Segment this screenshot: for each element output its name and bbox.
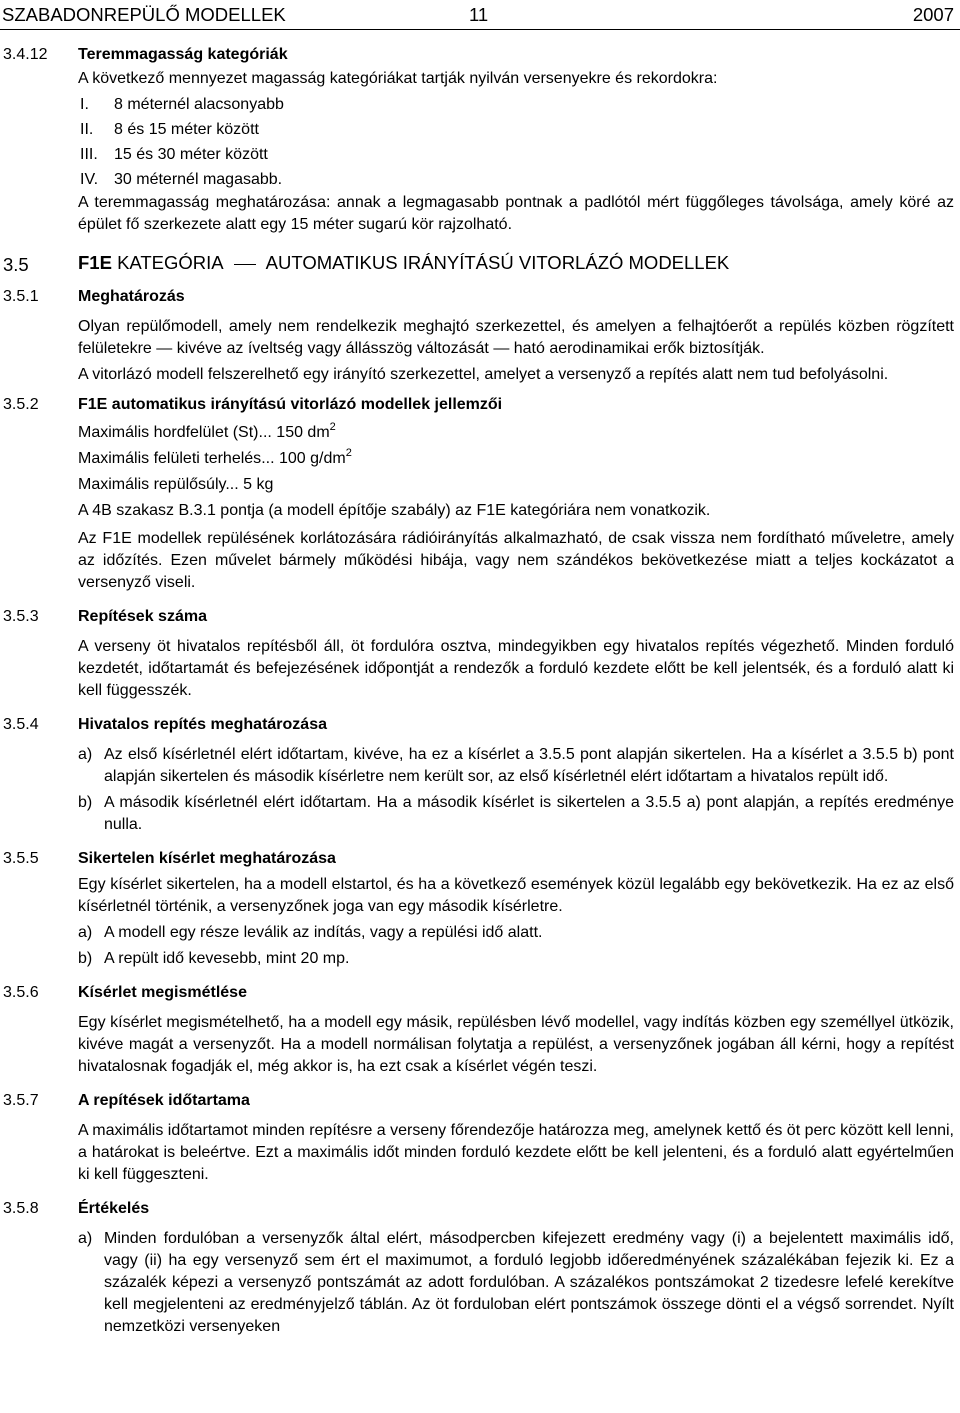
paragraph: A 4B szakasz B.3.1 pontja (a modell építője szabály) az F1E kategóriára nem vonatkozik.: [78, 502, 711, 519]
level-text: 8 és 15 méter között: [114, 121, 259, 138]
section-3-4-12: [0, 44, 960, 236]
item-text: Az első kísérletnél elért időtartam, kivéve, ha ez a kísérlet a 3.5.5 pont alapján sikertelen. Ha a kísérlet a 3.5.5 b) pont alapján sikertelen és második kísérletre nem került sor, az első kísérletnél elért időtartam a hivatalos repült idő.: [104, 746, 954, 785]
section-title: Sikertelen kísérlet meghatározása: [78, 850, 336, 867]
spec-label: Maximális hordfelület (St): [78, 424, 259, 441]
category-code: F1E: [78, 252, 112, 273]
spec-label: Maximális felületi terhelés: [78, 450, 262, 467]
list-item: [78, 1228, 954, 1338]
item-label: a): [78, 746, 93, 763]
section-number: 3.5.7: [3, 1092, 39, 1109]
paragraph: A maximális időtartamot minden repítésre a verseny főrendezője határozza meg, amelynek kettő és öt perc között kell lenni, a határokat is beleértve. Ezt a maximális időt minden forduló kezdete előtt be kell jelenteni, és a forduló alatt egyértelműen ki kell függeszteni.: [78, 1122, 954, 1183]
spec-value: 100 g/dm: [274, 450, 346, 467]
spec-value: 150 dm: [271, 424, 330, 441]
level-roman: IV.: [80, 171, 99, 188]
section-number: 3.5.2: [3, 396, 39, 413]
section-3-5-5: [0, 848, 960, 970]
section-intro: A következő mennyezet magasság kategóriákat tartják nyilván versenyekre és rekordokra:: [78, 70, 718, 87]
section-title: Meghatározás: [78, 288, 185, 305]
section-3-5: [0, 252, 960, 274]
paragraph: Az F1E modellek repülésének korlátozására rádióirányítás alkalmazható, de csak vissza nem fordítható műveletre, amely az időzítés. Ezen művelet bármely működési hibája, vagy nem szándékos bekövetkezése miatt a teljes kockázatot a versenyző viseli.: [78, 530, 954, 591]
item-label: b): [78, 950, 93, 967]
item-text: Minden fordulóban a versenyzők által elért, másodpercben kifejezett eredmény vagy (i) a bejelentett maximális idő, vagy (ii) ha egy versenyző sem ért el maximumot, a forduló legjobb időeredményének százalékában fejezik ki. Ez a százalék képezi a versenyző pontszámát az adott fordulóban. A százalékos pontszámokat 2 tizedesre lefelé kerekítve kell megjelenteni az eredményjelző táblán. Az öt forduloban elért pontszámok összege dönti el a végső sorrendet. Nyílt nemzetközi versenyeken: [104, 1230, 954, 1335]
category-name: AUTOMATIKUS IRÁNYÍTÁSÚ VITORLÁZÓ MODELLEK: [265, 252, 730, 273]
paragraph: A vitorlázó modell felszerelhető egy irányító szerkezettel, amelyet a versenyző a repítés alatt nem tud befolyásolni.: [78, 366, 889, 383]
page-content: [0, 44, 960, 1338]
section-number: 3.5.4: [3, 716, 39, 733]
section-title: Hivatalos repítés meghatározása: [78, 716, 327, 733]
section-title: Értékelés: [78, 1200, 150, 1217]
spec-dots: ...: [261, 450, 275, 467]
page-header: [0, 0, 960, 30]
section-number: 3.5: [3, 254, 29, 275]
spec-exponent: 2: [345, 447, 352, 459]
spec-exponent: 2: [329, 421, 336, 433]
item-text: A modell egy része leválik az indítás, vagy a repülési idő alatt.: [104, 924, 543, 941]
paragraph: Egy kísérlet sikertelen, ha a modell elstartol, és ha a következő események közül legalább egy bekövetkezik. Ha ez az első kísérletnél történik, a versenyzőnek joga van egy második kísérletre.: [78, 876, 954, 915]
list-item: [78, 744, 954, 788]
item-text: A repült idő kevesebb, mint 20 mp.: [104, 950, 350, 967]
section-number: 3.5.1: [3, 288, 39, 305]
spec-dots: ...: [225, 476, 239, 493]
section-3-5-3: [0, 606, 960, 702]
section-3-5-7: [0, 1090, 960, 1186]
category-word: KATEGÓRIA: [117, 252, 224, 273]
level-roman: I.: [80, 96, 89, 113]
section-3-5-6: [0, 982, 960, 1078]
spec-row: [78, 472, 960, 498]
paragraph: Olyan repülőmodell, amely nem rendelkezik meghajtó szerkezettel, és amelyen a felhajtóerőt a repülés közben rögzített felületekre ― kivéve az íveltség vagy állásszög változását ― ható aerodinamikai erők biztosítják.: [78, 318, 954, 357]
item-text: A második kísérletnél elért időtartam. Ha a második kísérlet is sikertelen a 3.5.5 a) pont alapján, a repítés eredménye nulla.: [104, 794, 954, 833]
section-number: 3.5.6: [3, 984, 39, 1001]
section-title: Repítések száma: [78, 608, 207, 625]
spec-row: [78, 446, 960, 472]
item-label: b): [78, 794, 93, 811]
list-item: [78, 922, 954, 944]
section-3-5-1: [0, 286, 960, 386]
item-label: a): [78, 1230, 93, 1247]
section-3-5-4: [0, 714, 960, 836]
level-item: [80, 92, 960, 117]
spec-dots: ...: [258, 424, 272, 441]
section-title: A repítések időtartama: [78, 1092, 250, 1109]
spec-label: Maximális repülősúly: [78, 476, 226, 493]
level-text: 8 méternél alacsonyabb: [114, 96, 284, 113]
height-definition: A teremmagasság meghatározása: annak a legmagasabb pontnak a padlótól mért függőleges távolsága, amely köré az épület fő szerkezete alatt egy 15 méter sugarú kör rajzolható.: [78, 194, 954, 233]
spec-value: 5 kg: [238, 476, 274, 493]
page-number: 11: [469, 4, 489, 25]
level-text: 30 méternél magasabb.: [114, 171, 283, 188]
paragraph: Egy kísérlet megismételhető, ha a modell egy másik, repülésben lévő modellel, vagy indítás közben egy személlyel ütközik, kivéve magát a versenyzőt. Ha a modell normálisan folytatja a repülést, a versenyzőnek jogában áll kérni, hogy a repítést hivatalosnak fogadják el, még akkor is, ha ezt csak a kísérlet végén teszi.: [78, 1014, 954, 1075]
section-number: 3.5.8: [3, 1200, 39, 1217]
level-roman: II.: [80, 121, 94, 138]
item-label: a): [78, 924, 93, 941]
section-title: Teremmagasság kategóriák: [78, 46, 288, 63]
spec-row: [78, 420, 960, 446]
paragraph: A verseny öt hivatalos repítésből áll, öt fordulóra osztva, mindegyikben egy hivatalos repítés végezhető. Minden forduló kezdetét, időtartamát és befejezésének időpontját a rendezők a forduló kezdete előtt be kell jelentsék, és a forduló alatt ki kell függesszék.: [78, 638, 954, 699]
section-number: 3.4.12: [3, 46, 48, 63]
header-year: 2007: [912, 4, 954, 25]
category-heading: [78, 252, 960, 274]
section-3-5-8: [0, 1198, 960, 1338]
section-number: 3.5.3: [3, 608, 39, 625]
section-3-5-2: [0, 394, 960, 594]
list-item: [78, 948, 954, 970]
level-item: [80, 117, 960, 142]
section-number: 3.5.5: [3, 850, 39, 867]
level-item: [80, 142, 960, 167]
level-text: 15 és 30 méter között: [114, 146, 268, 163]
header-title: SZABADONREPÜLŐ MODELLEK: [2, 4, 286, 25]
list-item: [78, 792, 954, 836]
level-roman: III.: [80, 146, 98, 163]
section-title: Kísérlet megismétlése: [78, 984, 247, 1001]
section-title: F1E automatikus irányítású vitorlázó modellek jellemzői: [78, 396, 503, 413]
level-item: [80, 167, 960, 192]
heading-dash: [234, 264, 256, 265]
